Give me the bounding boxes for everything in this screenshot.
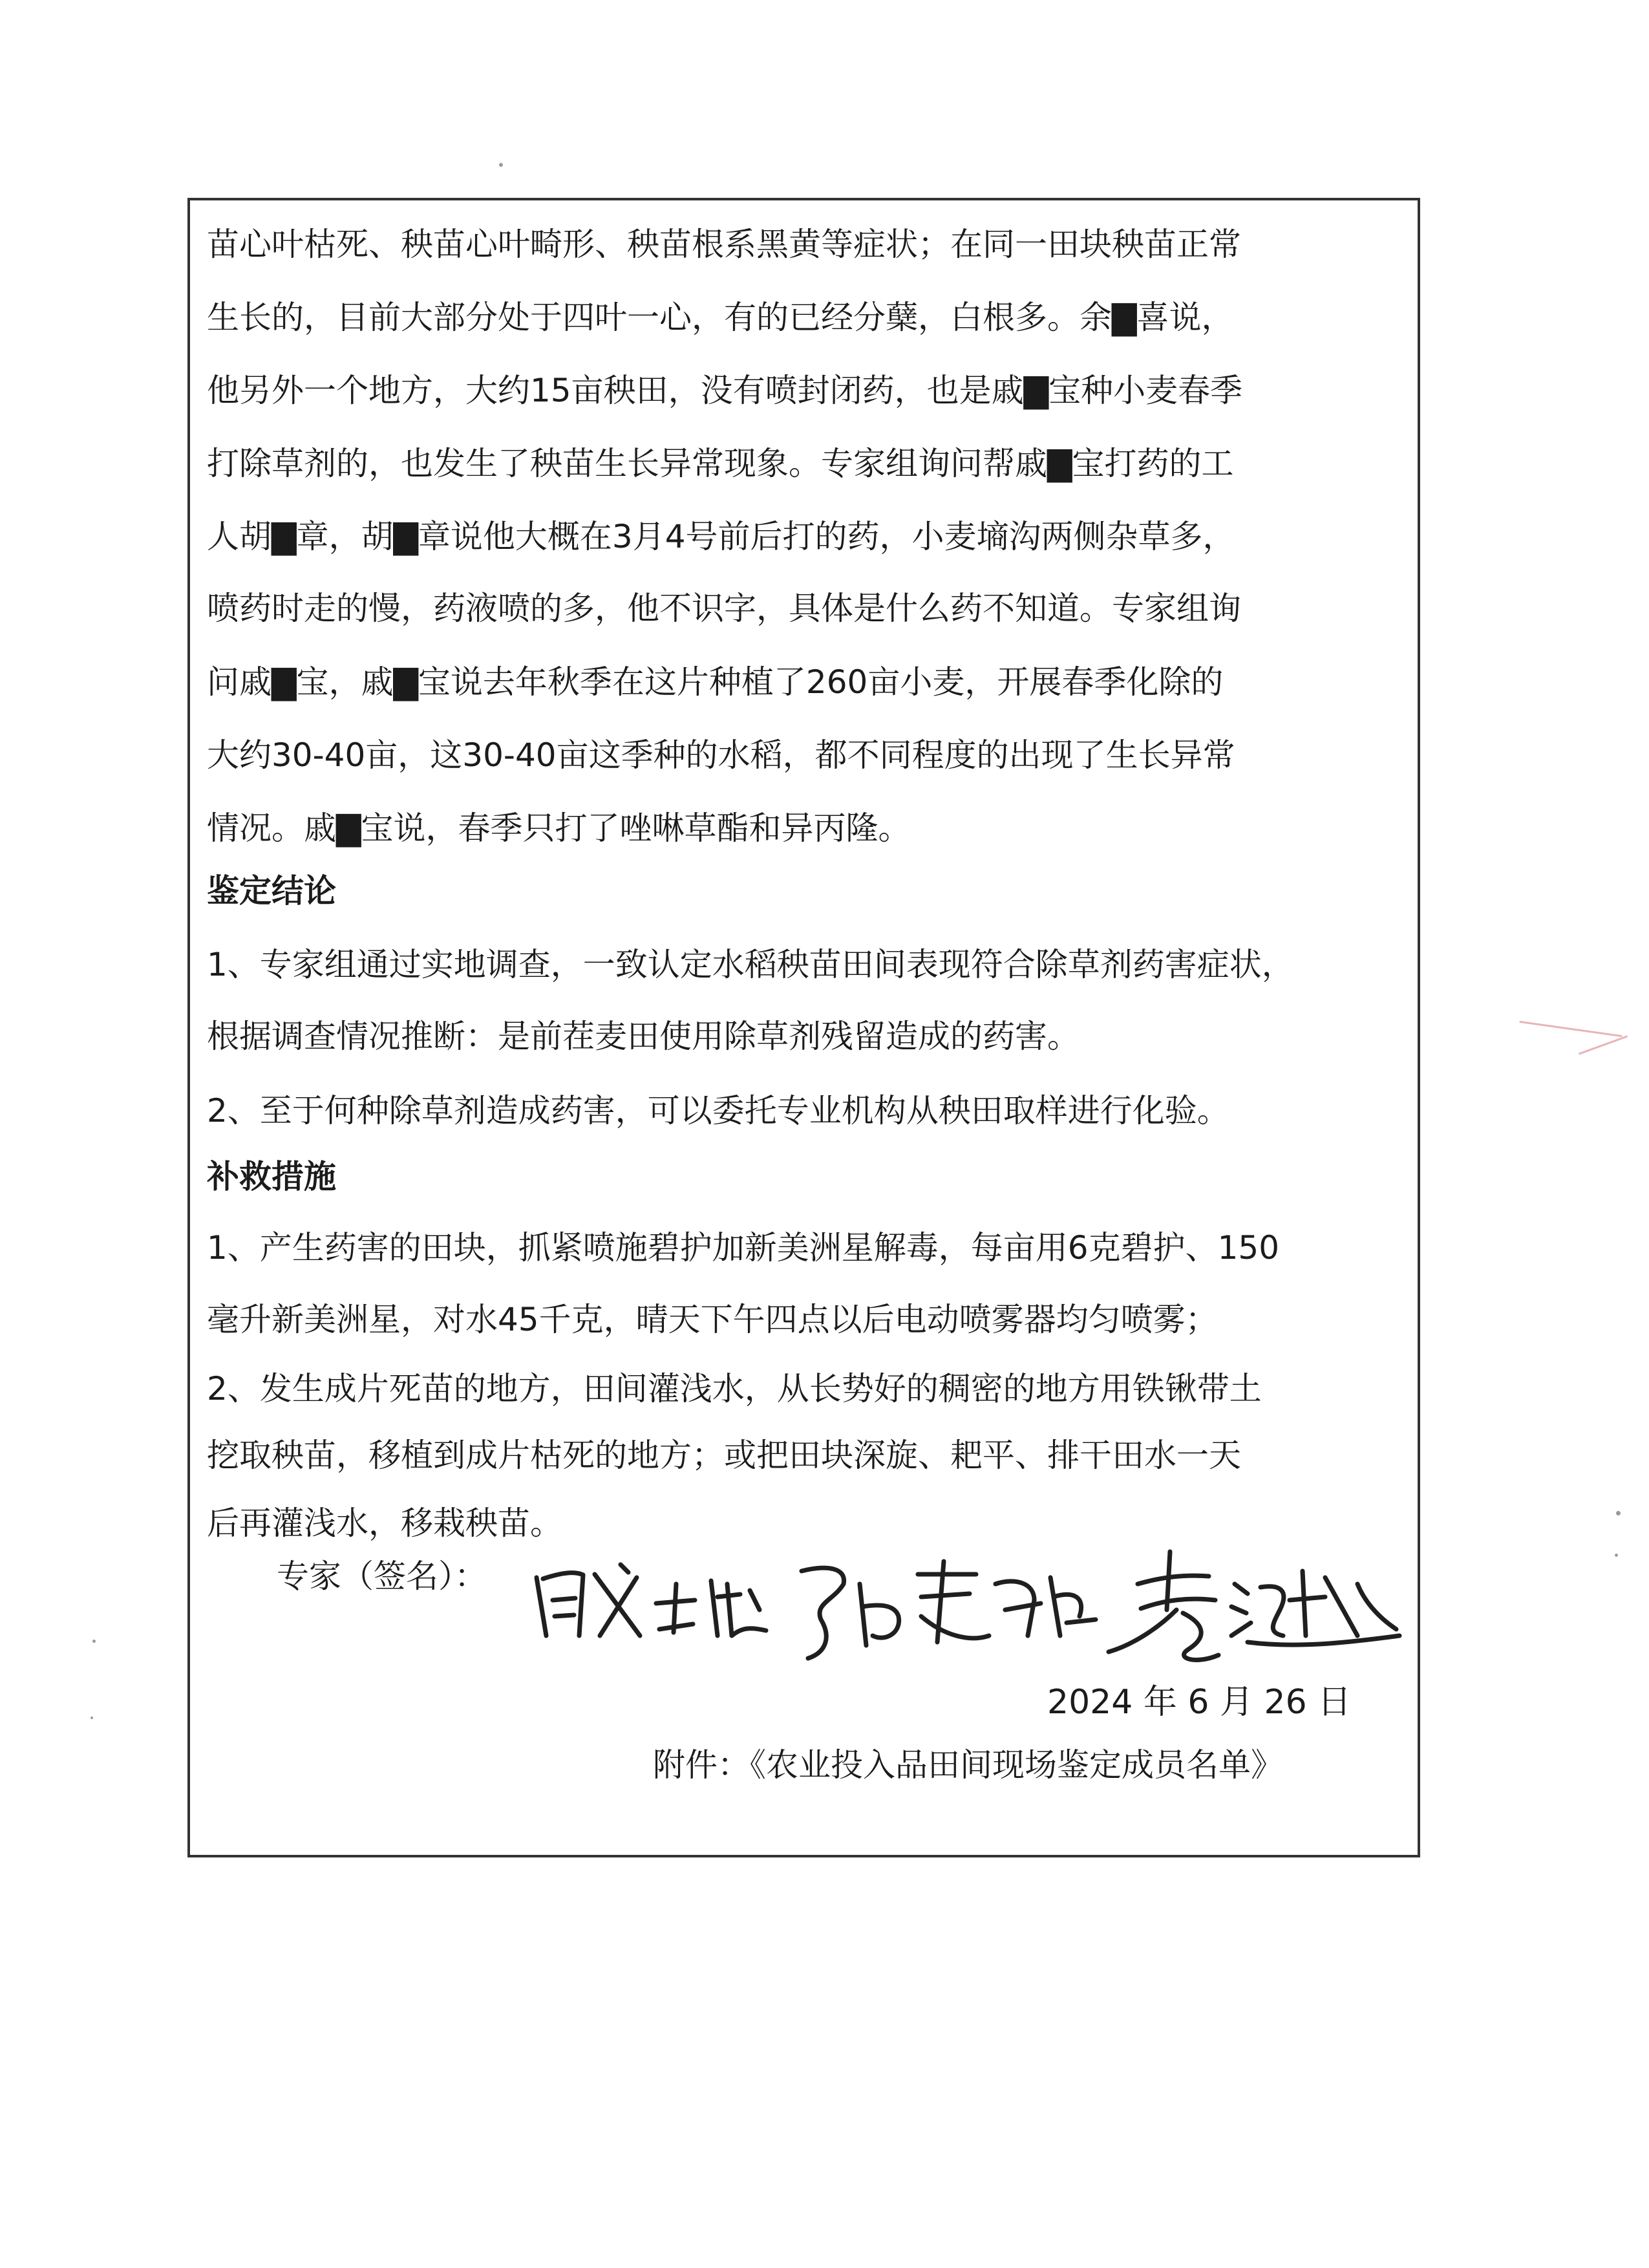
scan-speck (90, 1717, 93, 1719)
signature-label: 专家（签名）： (277, 1557, 487, 1595)
body-line-5: 人胡▇章，胡▇章说他大概在3月4号前后打的药，小麦墒沟两侧杂草多， (207, 518, 1235, 555)
red-ink-mark (1520, 1021, 1622, 1037)
scan-speck (499, 163, 503, 167)
signing-date: 2024 年 6 月 26 日 (1047, 1683, 1352, 1722)
body-line-9: 情况。戚▇宝说，春季只打了唑啉草酯和异丙隆。 (207, 809, 911, 847)
conclusion-heading: 鉴定结论 (207, 872, 336, 910)
signature-2 (802, 1561, 1096, 1658)
body-line-3: 他另外一个地方，大约15亩秧田，没有喷封闭药，也是戚▇宝种小麦春季 (207, 372, 1243, 409)
remedy-line-3: 2、发生成片死苗的地方，田间灌浅水，从长势好的稠密的地方用铁锹带土 (207, 1370, 1262, 1407)
red-ink-mark (1579, 1035, 1628, 1054)
remedy-line-2: 毫升新美洲星，对水45千克，晴天下午四点以后电动喷雾器均匀喷雾； (207, 1301, 1218, 1338)
body-line-1: 苗心叶枯死、秧苗心叶畸形、秧苗根系黑黄等症状；在同一田块秧苗正常 (207, 226, 1241, 263)
signature-3 (1109, 1552, 1399, 1660)
remedy-line-4: 挖取秧苗，移植到成片枯死的地方；或把田块深旋、耙平、排干田水一天 (207, 1437, 1241, 1474)
conclusion-line-3: 2、至于何种除草剂造成药害，可以委托专业机构从秧田取样进行化验。 (207, 1092, 1229, 1129)
remedy-line-1: 1、产生药害的田块，抓紧喷施碧护加新美洲星解毒，每亩用6克碧护、150 (207, 1229, 1280, 1267)
scan-speck (1616, 1511, 1621, 1515)
attachment-note: 附件：《农业投入品田间现场鉴定成员名单》 (653, 1746, 1283, 1784)
body-line-2: 生长的，目前大部分处于四叶一心，有的已经分蘖，白根多。余▇喜说， (207, 299, 1234, 336)
body-line-6: 喷药时走的慢，药液喷的多，他不识字，具体是什么药不知道。专家组询 (207, 590, 1241, 627)
signature-1 (537, 1565, 766, 1636)
remedy-line-5: 后再灌浅水，移栽秧苗。 (207, 1504, 562, 1542)
body-line-4: 打除草剂的，也发生了秧苗生长异常现象。专家组询问帮戚▇宝打药的工 (207, 445, 1234, 482)
scan-speck (1615, 1554, 1618, 1557)
handwritten-signatures (524, 1539, 1403, 1668)
scan-speck (92, 1640, 96, 1643)
conclusion-line-1: 1、专家组通过实地调查，一致认定水稻秧苗田间表现符合除草剂药害症状， (207, 946, 1294, 983)
body-line-8: 大约30-40亩，这30-40亩这季种的水稻，都不同程度的出现了生长异常 (207, 736, 1235, 774)
conclusion-line-2: 根据调查情况推断：是前茬麦田使用除草剂残留造成的药害。 (207, 1018, 1080, 1055)
remedy-heading: 补救措施 (207, 1158, 336, 1195)
body-line-7: 问戚▇宝，戚▇宝说去年秋季在这片种植了260亩小麦，开展春季化除的 (207, 663, 1224, 701)
